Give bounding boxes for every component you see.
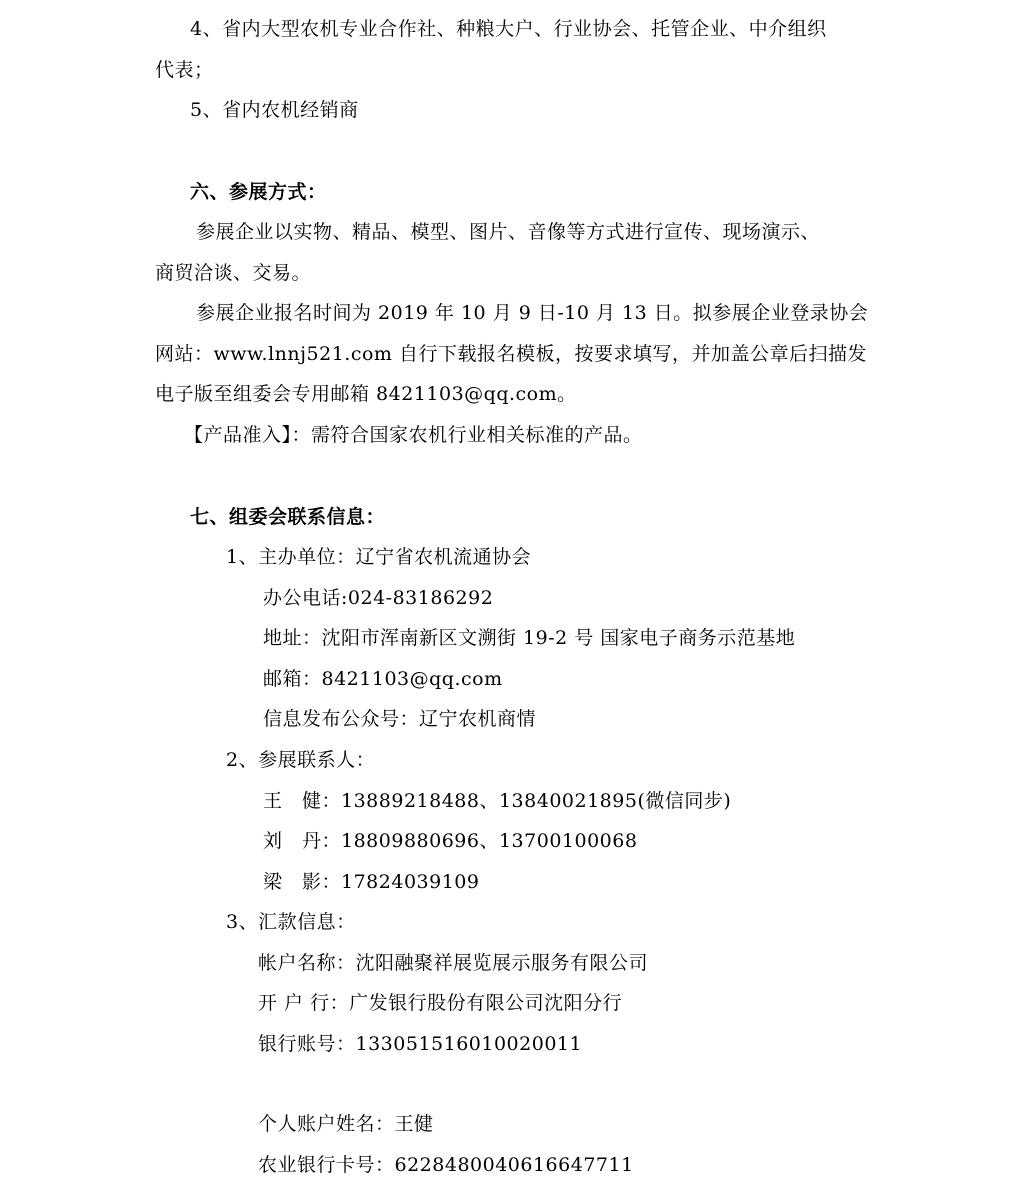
section6-heading: 六、参展方式：	[190, 181, 327, 203]
contacts-title: 2、参展联系人：	[226, 749, 376, 771]
personal-account-name: 个人账户姓名：王健	[258, 1113, 434, 1135]
payment-account-number: 银行账号：133051516010020011	[258, 1033, 583, 1055]
contact-person: 刘 丹：18809880696、13700100068	[263, 830, 638, 852]
section5-item5: 5、省内农机经销商	[190, 99, 359, 121]
contact-person: 梁 影：17824039109	[263, 871, 480, 893]
section6-para2-line2: 网站：www.lnnj521.com 自行下载报名模板，按要求填写，并加盖公章后扫描发	[155, 343, 867, 365]
section6-para2-line3: 电子版至组委会专用邮箱 8421103@qq.com。	[155, 383, 577, 405]
organizer-phone: 办公电话:024-83186292	[263, 587, 494, 609]
payment-title: 3、汇款信息：	[226, 911, 356, 933]
organizer-title: 1、主办单位：辽宁省农机流通协会	[226, 546, 532, 568]
section6-para1-line2: 商贸洽谈、交易。	[155, 262, 312, 284]
abc-card-number: 农业银行卡号：6228480040616647711	[258, 1154, 634, 1176]
organizer-address: 地址：沈阳市浑南新区文溯街 19-2 号 国家电子商务示范基地	[263, 627, 796, 649]
organizer-wechat: 信息发布公众号：辽宁农机商情	[263, 708, 537, 730]
section5-item4-line1: 4、省内大型农机专业合作社、种粮大户、行业协会、托管企业、中介组织	[190, 18, 827, 40]
section7-heading: 七、组委会联系信息：	[190, 506, 386, 528]
organizer-email: 邮箱：8421103@qq.com	[263, 668, 503, 690]
section6-para2-line1: 参展企业报名时间为 2019 年 10 月 9 日-10 月 13 日。拟参展企业登录协会	[196, 302, 869, 324]
contact-person: 王 健：13889218488、13840021895(微信同步)	[263, 790, 732, 812]
product-access-note: 【产品准入】：需符合国家农机行业相关标准的产品。	[184, 424, 643, 446]
payment-account-name: 帐户名称：沈阳融聚祥展览展示服务有限公司	[258, 952, 649, 974]
payment-bank: 开 户 行：广发银行股份有限公司沈阳分行	[258, 992, 623, 1014]
section5-item4-line2: 代表；	[155, 59, 214, 81]
section6-para1-line1: 参展企业以实物、精品、模型、图片、音像等方式进行宣传、现场演示、	[196, 221, 821, 243]
